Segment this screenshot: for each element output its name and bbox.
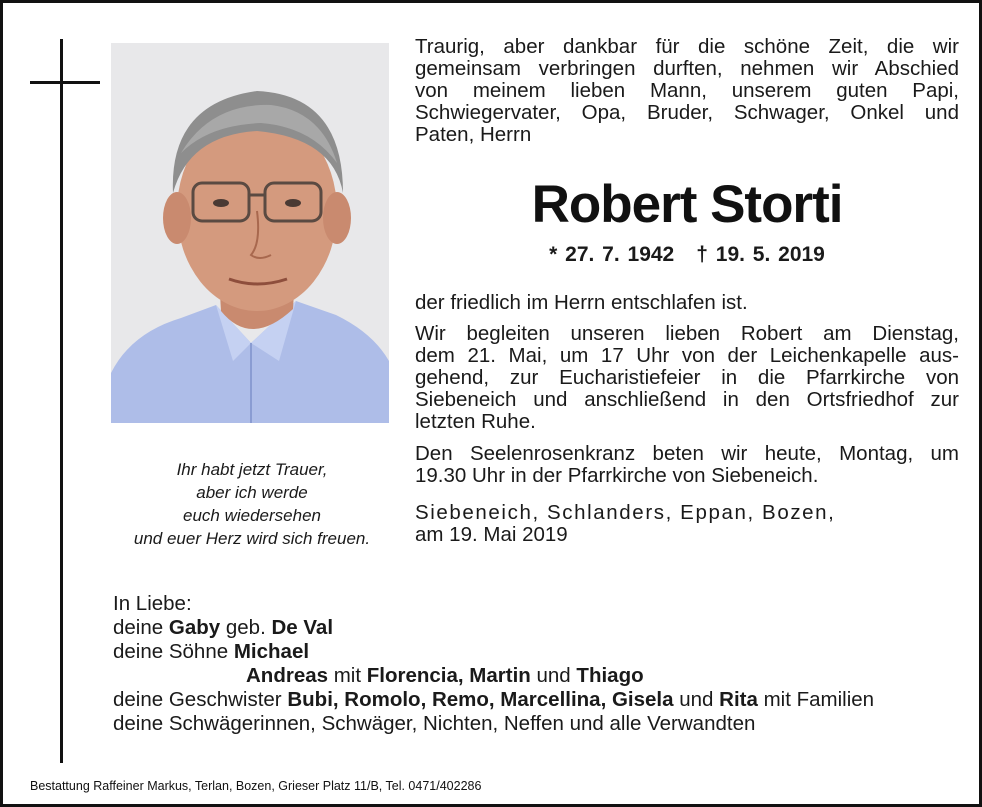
ceremony-line: dem 21. Mai, um 17 Uhr von der Leichenkapelle aus- (415, 344, 959, 367)
sleep-line (415, 292, 959, 314)
portrait-photo (111, 43, 389, 423)
intro-paragraph (415, 36, 959, 146)
wife-mid: geb. (225, 616, 266, 639)
life-dates (415, 243, 959, 267)
ceremony-line: gehend, zur Eucharistiefeier in die Pfarrkirche von (415, 366, 959, 389)
family-siblings-line (113, 688, 963, 712)
family-others-line: deine Schwägerinnen, Schwäger, Nichten, Neffen und alle Verwandten (113, 712, 756, 735)
siblings-prefix: deine Geschwister (113, 688, 282, 711)
intro-line: von meinem lieben Mann, unserem guten Papi, (415, 79, 959, 102)
wife-maiden-name: De Val (271, 616, 334, 639)
rosary-paragraph (415, 443, 959, 487)
rosary-line: Den Seelenrosenkranz beten wir heute, Montag, um (415, 442, 959, 465)
son-name: Andreas (246, 664, 329, 687)
son2-and: und (536, 664, 571, 687)
wife-prefix: deine (113, 616, 164, 639)
ceremony-line: Wir begleiten unseren lieben Robert am Dienstag, (415, 322, 959, 345)
siblings-suffix: mit Familien (763, 688, 875, 711)
intro-line: gemeinsam verbringen durften, nehmen wir Abschied (415, 57, 959, 80)
cross-horizontal-bar (30, 81, 100, 84)
son2-family: Florencia, Martin (366, 664, 531, 687)
family-sons-line (113, 640, 963, 664)
date-line: am 19. Mai 2019 (415, 523, 568, 546)
family-list (113, 592, 963, 736)
deceased-name: Robert Storti (531, 175, 843, 234)
ceremony-paragraph (415, 323, 959, 433)
quote (105, 458, 399, 550)
family-wife-line (113, 616, 963, 640)
birth-date: * 27. 7. 1942 (549, 243, 675, 266)
quote-line: aber ich werde (196, 483, 308, 502)
family-son2-line (113, 664, 963, 688)
family-heading: In Liebe: (113, 592, 192, 615)
place-line: Siebeneich, Schlanders, Eppan, Bozen, (415, 501, 836, 524)
siblings-and: und (679, 688, 714, 711)
place-date (415, 502, 959, 546)
intro-line: Schwiegervater, Opa, Bruder, Schwager, Onkel und (415, 101, 959, 124)
siblings-names: Bubi, Romolo, Remo, Marcellina, Gisela (287, 688, 674, 711)
son2-with: mit (333, 664, 362, 687)
wife-name: Gaby (168, 616, 221, 639)
rosary-line: 19.30 Uhr in der Pfarrkirche von Siebeneich. (415, 464, 819, 487)
intro-line: Traurig, aber dankbar für die schöne Zeit, die wir (415, 35, 959, 58)
funeral-home-footer: Bestattung Raffeiner Markus, Terlan, Bozen, Grieser Platz 11/B, Tel. 0471/402286 (30, 779, 482, 793)
ceremony-line: letzten Ruhe. (415, 410, 536, 433)
son2-child: Thiago (576, 664, 644, 687)
sons-prefix: deine Söhne (113, 640, 229, 663)
death-date: † 19. 5. 2019 (696, 243, 825, 266)
intro-line: Paten, Herrn (415, 123, 532, 146)
ceremony-line: Siebeneich und anschließend in den Ortsfriedhof zur (415, 388, 959, 411)
siblings-last: Rita (719, 688, 758, 711)
quote-line: und euer Herz wird sich freuen. (133, 529, 371, 548)
sleep-text: der friedlich im Herrn entschlafen ist. (415, 291, 748, 314)
cross-vertical-bar (60, 39, 63, 763)
quote-line: Ihr habt jetzt Trauer, (176, 460, 328, 479)
quote-line: euch wiedersehen (183, 506, 321, 525)
son-name: Michael (233, 640, 310, 663)
